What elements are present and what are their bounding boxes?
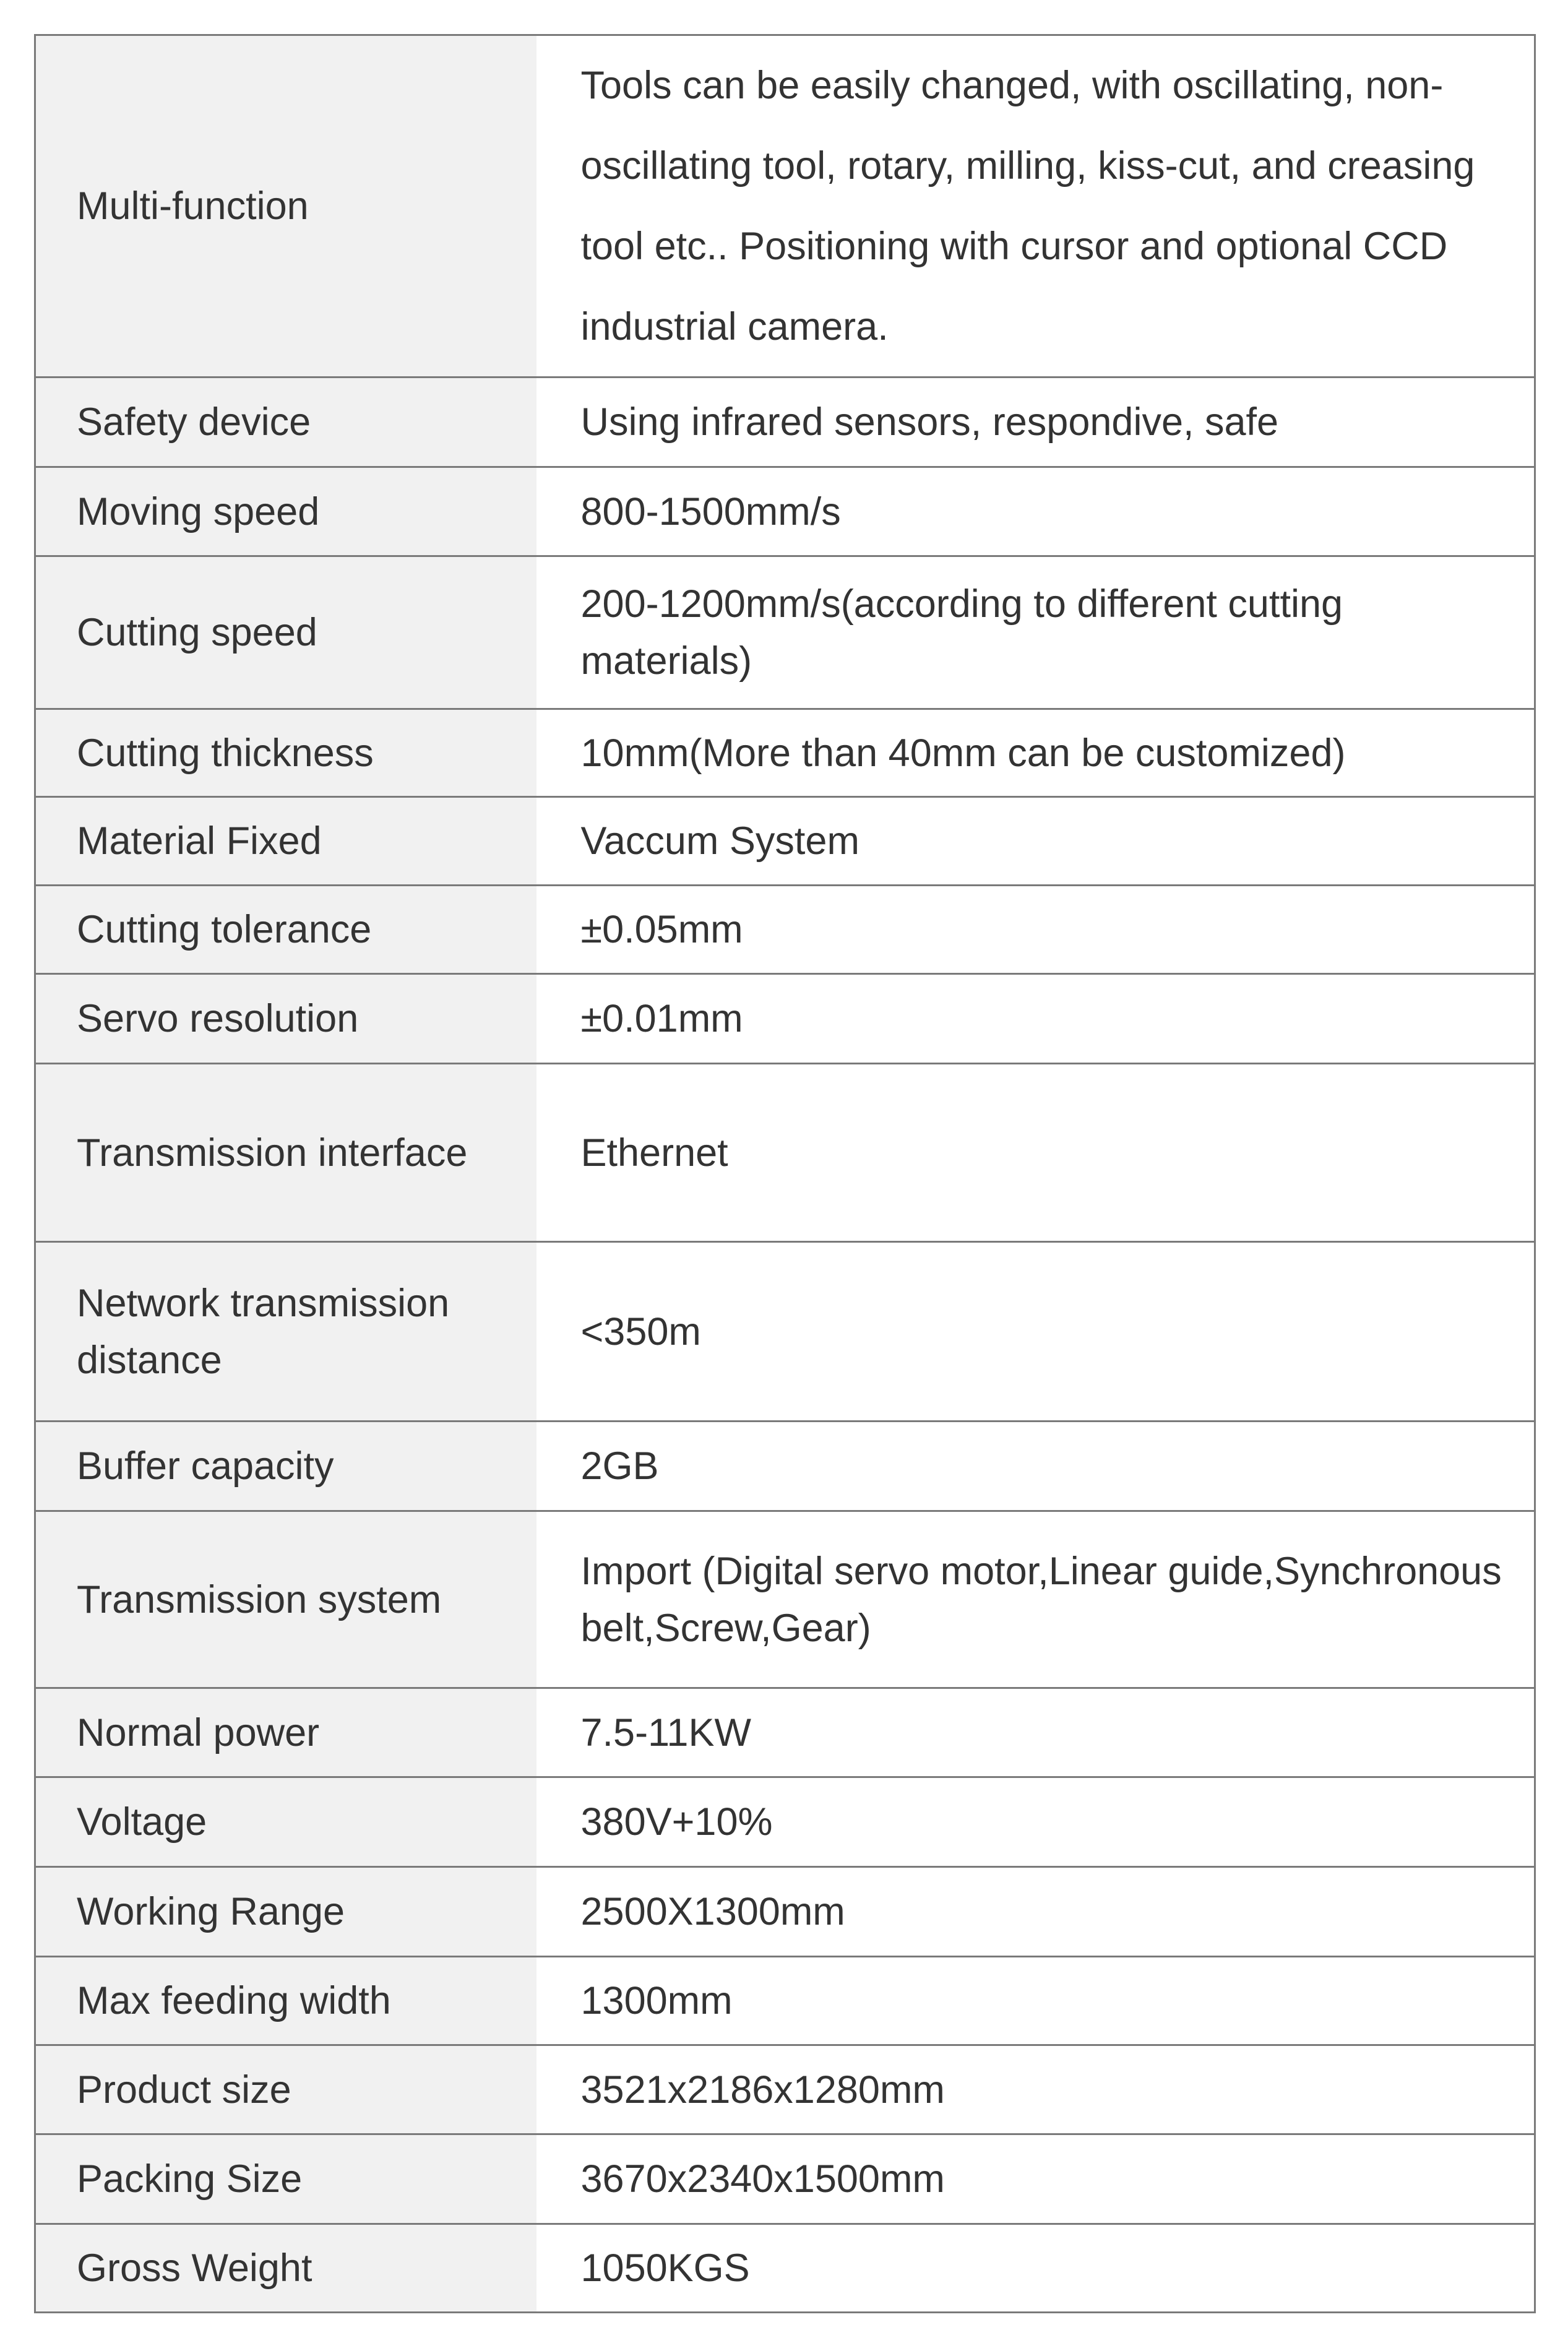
row-label: Cutting speed	[35, 556, 536, 709]
row-label: Material Fixed	[35, 797, 536, 886]
table-row	[35, 1242, 1535, 1422]
row-label: Cutting tolerance	[35, 886, 536, 974]
row-value: Tools can be easily changed, with oscillating, non-oscillating tool, rotary, milling, kiss-cut, and creasing tool etc.. Positioning with cursor and optional CCD industrial camera.	[536, 35, 1535, 378]
row-label: Servo resolution	[35, 974, 536, 1064]
table-row	[35, 1867, 1535, 1957]
table-row	[35, 886, 1535, 974]
table-row	[35, 1422, 1535, 1511]
table-row	[35, 2224, 1535, 2313]
row-label: Cutting thickness	[35, 709, 536, 797]
row-label: Working Range	[35, 1867, 536, 1957]
row-label: Voltage	[35, 1777, 536, 1867]
row-value: 2GB	[536, 1422, 1535, 1511]
row-value: Vaccum System	[536, 797, 1535, 886]
spec-table	[34, 34, 1536, 2313]
row-label: Max feeding width	[35, 1957, 536, 2045]
table-row	[35, 1777, 1535, 1867]
row-value: 1300mm	[536, 1957, 1535, 2045]
row-value: 3670x2340x1500mm	[536, 2134, 1535, 2224]
row-value: 1050KGS	[536, 2224, 1535, 2313]
row-label: Normal power	[35, 1688, 536, 1777]
row-label: Buffer capacity	[35, 1422, 536, 1511]
row-value: 800-1500mm/s	[536, 467, 1535, 556]
row-value: 380V+10%	[536, 1777, 1535, 1867]
table-row	[35, 2045, 1535, 2134]
table-row	[35, 1957, 1535, 2045]
table-row	[35, 1511, 1535, 1688]
table-row	[35, 1064, 1535, 1242]
table-row	[35, 556, 1535, 709]
row-value: Using infrared sensors, respondive, safe	[536, 378, 1535, 467]
row-label: Transmission interface	[35, 1064, 536, 1242]
table-row	[35, 2134, 1535, 2224]
row-label: Packing Size	[35, 2134, 536, 2224]
row-label: Transmission system	[35, 1511, 536, 1688]
row-value: 3521x2186x1280mm	[536, 2045, 1535, 2134]
row-label: Gross Weight	[35, 2224, 536, 2313]
row-label: Moving speed	[35, 467, 536, 556]
row-value: 2500X1300mm	[536, 1867, 1535, 1957]
row-value: 7.5-11KW	[536, 1688, 1535, 1777]
row-value: Ethernet	[536, 1064, 1535, 1242]
row-value: 200-1200mm/s(according to different cutting materials)	[536, 556, 1535, 709]
table-row	[35, 378, 1535, 467]
table-row	[35, 35, 1535, 378]
table-row	[35, 709, 1535, 797]
row-value: ±0.01mm	[536, 974, 1535, 1064]
table-row	[35, 797, 1535, 886]
row-value: 10mm(More than 40mm can be customized)	[536, 709, 1535, 797]
row-label: Multi-function	[35, 35, 536, 378]
row-value: <350m	[536, 1242, 1535, 1422]
table-row	[35, 467, 1535, 556]
row-label: Product size	[35, 2045, 536, 2134]
row-value: Import (Digital servo motor,Linear guide,Synchronous belt,Screw,Gear)	[536, 1511, 1535, 1688]
row-label: Network transmission distance	[35, 1242, 536, 1422]
table-row	[35, 974, 1535, 1064]
table-row	[35, 1688, 1535, 1777]
row-label: Safety device	[35, 378, 536, 467]
row-value: ±0.05mm	[536, 886, 1535, 974]
